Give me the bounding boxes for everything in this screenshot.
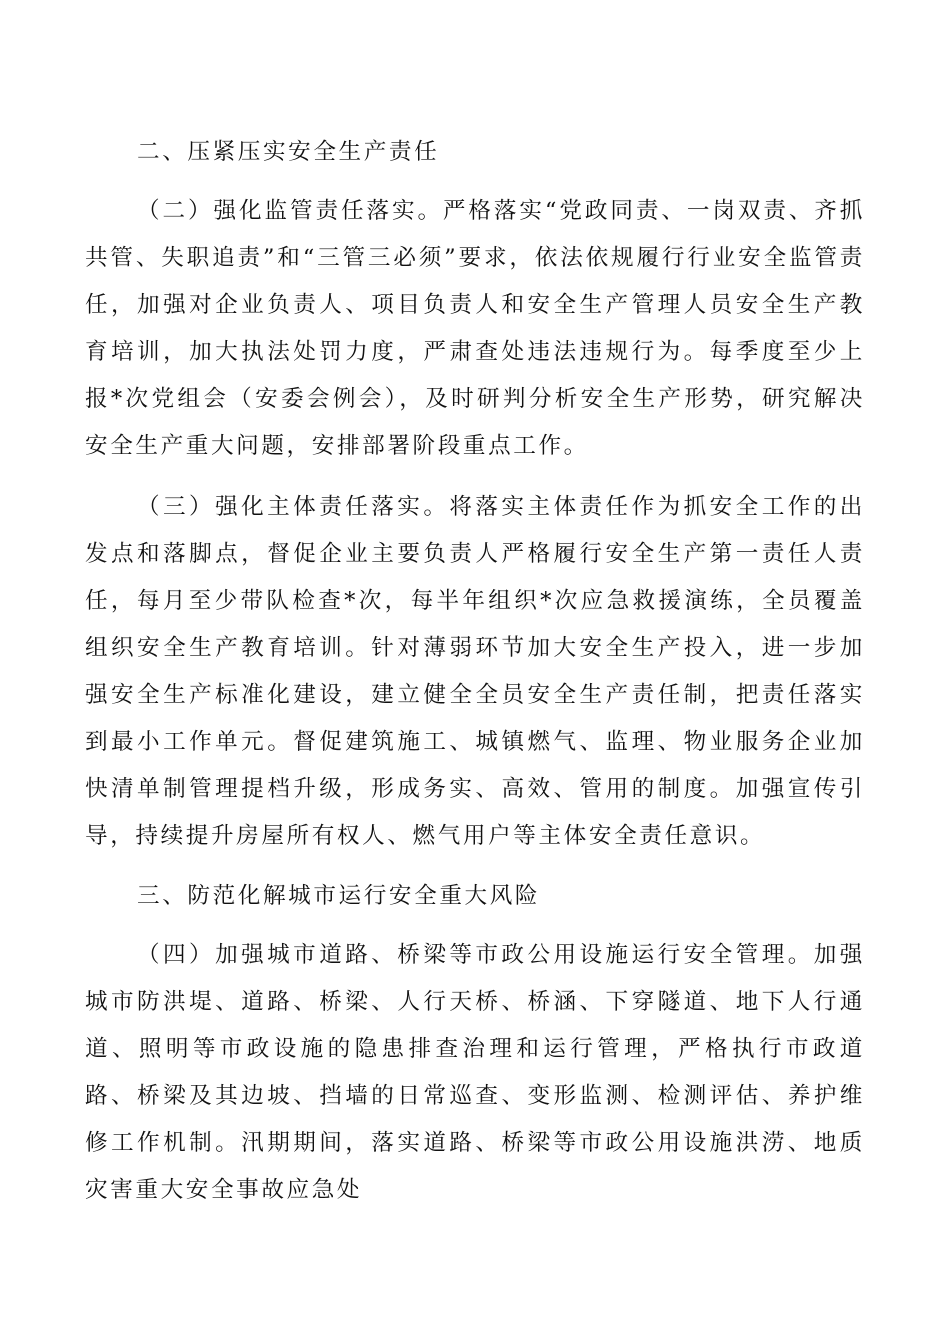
document-page <box>85 130 865 1228</box>
section-heading-two: 二、压紧压实安全生产责任 <box>137 139 440 165</box>
paragraph-main-responsibility: （三）强化主体责任落实。将落实主体责任作为抓安全工作的出发点和落脚点，督促企业主要负责人严格履行安全生产第一责任人责任，每月至少带队检查*次，每半年组织*次应急救援演练，全员覆盖组织安全生产教育培训。针对薄弱环节加大安全生产投入，进一步加强安全生产标准化建设，建立健全全员安全生产责任制，把责任落实到最小工作单元。督促建筑施工、城镇燃气、监理、物业服务企业加快清单制管理提档升级，形成务实、高效、管用的制度。加强宣传引导，持续提升房屋所有权人、燃气用户等主体安全责任意识。 <box>85 494 865 849</box>
section-heading-three: 三、防范化解城市运行安全重大风险 <box>137 883 541 909</box>
paragraph-municipal-facilities: （四）加强城市道路、桥梁等市政公用设施运行安全管理。加强城市防洪堤、道路、桥梁、人行天桥、桥涵、下穿隧道、地下人行通道、照明等市政设施的隐患排查治理和运行管理，严格执行市政道路、桥梁及其边坡、挡墙的日常巡查、变形监测、检测评估、养护维修工作机制。汛期期间，落实道路、桥梁等市政公用设施洪涝、地质灾害重大安全事故应急处 <box>85 942 865 1203</box>
paragraph-supervision-responsibility: （二）强化监管责任落实。严格落实“党政同责、一岗双责、齐抓共管、失职追责”和“三管三必须”要求，依法依规履行行业安全监管责任，加强对企业负责人、项目负责人和安全生产管理人员安全生产教育培训，加大执法处罚力度，严肃查处违法违规行为。每季度至少上报*次党组会（安委会例会），及时研判分析安全生产形势，研究解决安全生产重大问题，安排部署阶段重点工作。 <box>85 198 865 459</box>
